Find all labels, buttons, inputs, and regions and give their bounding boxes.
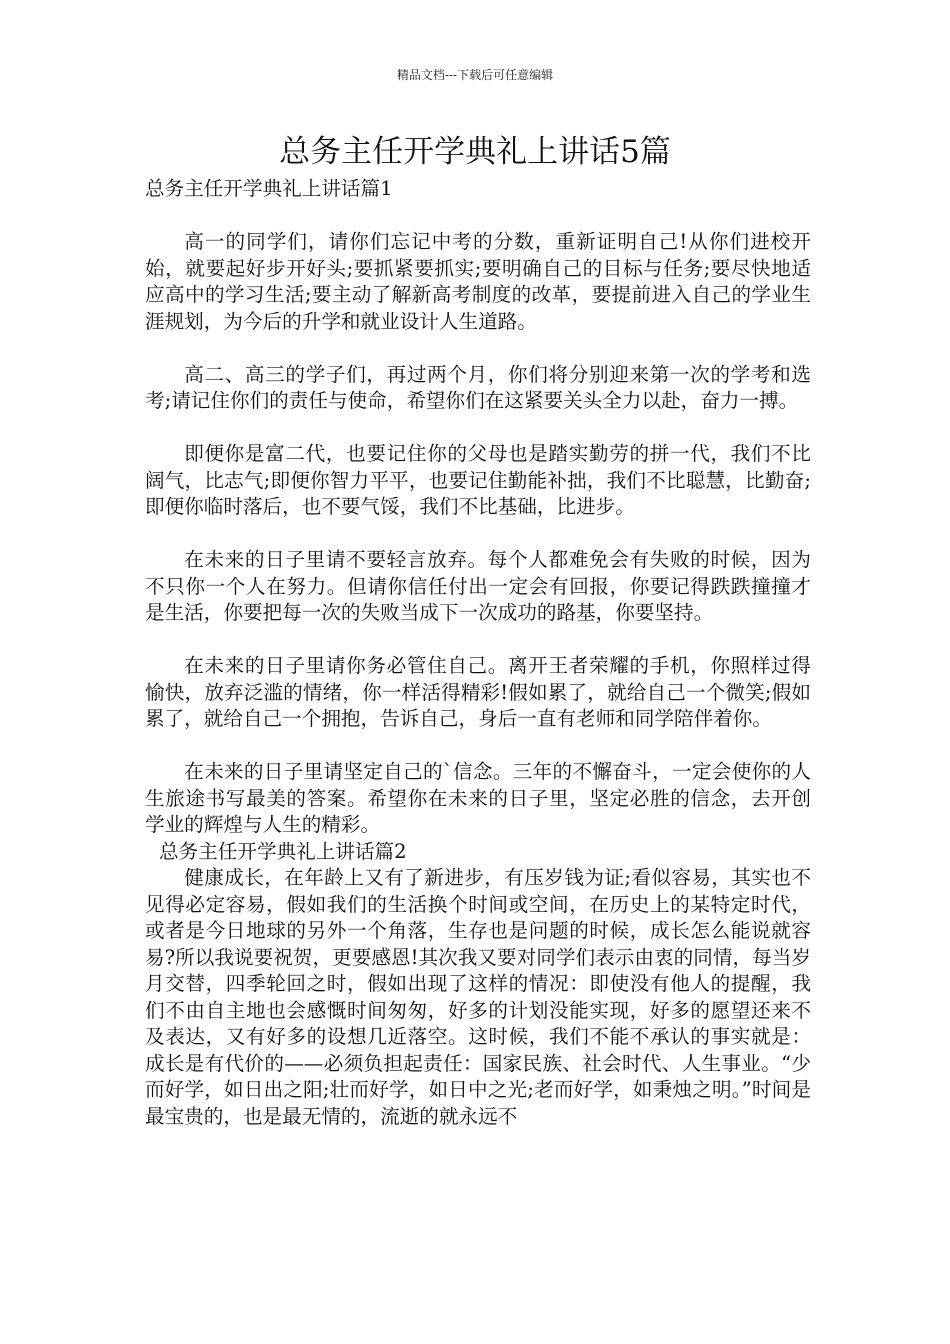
header-note: 精品文档---下载后可任意编辑 [396, 68, 554, 82]
paragraph: 高一的同学们，请你们忘记中考的分数，重新证明自己!从你们进校开始，就要起好步开好头;要抓紧要抓实;要明确自己的目标与任务;要尽快地适应高中的学习生活;要主动了解新高考制度的改革，要提前进入自己的学业生涯规划，为今后的升学和就业设计人生道路。 [145, 230, 811, 333]
section-heading-1: 总务主任开学典礼上讲话篇1 [145, 177, 393, 200]
paragraph: 在未来的日子里请不要轻言放弃。每个人都难免会有失败的时候，因为不只你一个人在努力。但请你信任付出一定会有回报，你要记得跌跌撞撞才是生活，你要把每一次的失败当成下一次成功的路基，你要坚持。 [145, 548, 811, 624]
document-body [145, 176, 811, 1130]
paragraph-gap [145, 627, 811, 654]
paragraph: 在未来的日子里请坚定自己的`信念。三年的不懈奋斗，一定会使你的人生旅途书写最美的答案。希望你在未来的日子里，坚定必胜的信念，去开创学业的辉煌与人生的精彩。 [145, 760, 811, 836]
paragraph: 在未来的日子里请你务必管住自己。离开王者荣耀的手机，你照样过得愉快，放弃泛滥的情绪，你一样活得精彩!假如累了，就给自己一个微笑;假如累了，就给自己一个拥抱，告诉自己，身后一直有老师和同学陪伴着你。 [145, 654, 811, 730]
document-title: 总务主任开学典礼上讲话5篇 [279, 134, 671, 170]
paragraph-gap [145, 203, 811, 230]
paragraph: 即便你是富二代，也要记住你的父母也是踏实勤劳的拼一代，我们不比阔气，比志气;即便你智力平平，也要记住勤能补拙，我们不比聪慧，比勤奋;即便你临时落后，也不要气馁，我们不比基础，比进步。 [145, 442, 811, 518]
section-heading-2: 总务主任开学典礼上讲话篇2 [159, 839, 407, 863]
paragraph: 高二、高三的学子们，再过两个月，你们将分别迎来第一次的学考和选考;请记住你们的责任与使命，希望你们在这紧要关头全力以赴，奋力一搏。 [145, 362, 811, 412]
paragraph-gap [145, 335, 811, 362]
paragraph: 健康成长，在年龄上又有了新进步，有压岁钱为证;看似容易，其实也不见得必定容易，假如我们的生活换个时间或空间，在历史上的某特定时代，或者是今日地球的另外一个角落，生存也是问题的时候，成长怎么能说就容易?所以我说要祝贺，更要感恩!其次我又要对同学们表示由衷的同情，每当岁月交替，四季轮回之时，假如出现了这样的情况：即使没有他人的提醒，我们不由自主地也会感慨时间匆匆，好多的计划没能实现，好多的愿望还来不及表达，又有好多的设想几近落空。这时候，我们不能不承认的事实就是：成长是有代价的——必须负担起责任：国家民族、社会时代、人生事业。“少而好学，如日出之阳;壮而好学，如日中之光;老而好学，如秉烛之明。”时间是最宝贵的，也是最无情的，流逝的就永远不 [145, 866, 811, 1128]
paragraph-gap [145, 733, 811, 760]
paragraph-gap [145, 521, 811, 548]
paragraph-gap [145, 415, 811, 442]
